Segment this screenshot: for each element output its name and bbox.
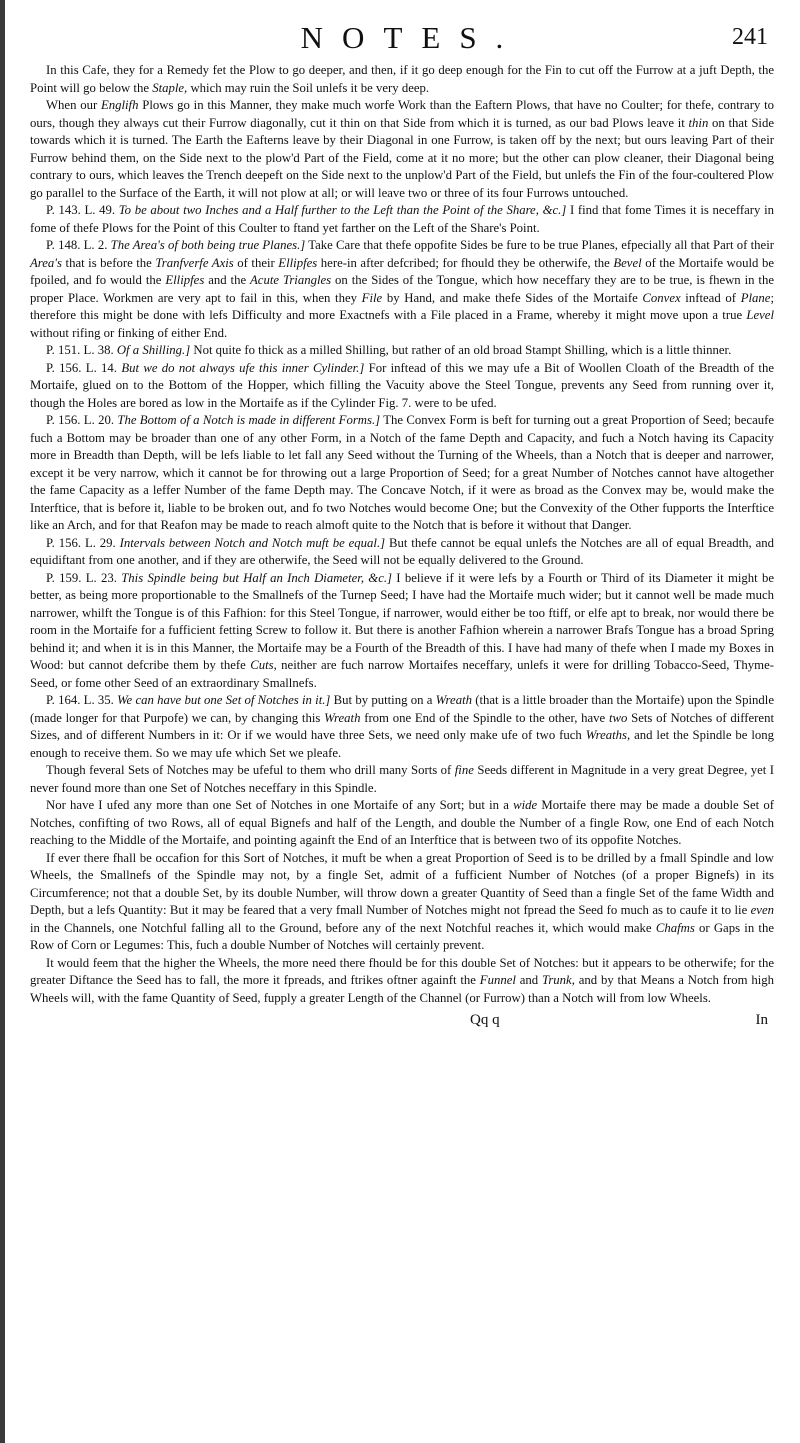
text-run: When our <box>46 98 101 112</box>
italic-text-run: Wreath <box>324 710 361 725</box>
text-run: here-in after defcribed; for fhould they be otherwife, the <box>317 255 614 270</box>
text-run: and <box>515 973 542 987</box>
italic-text-run: Chafms <box>655 920 695 935</box>
italic-text-run: Englifh <box>100 98 139 112</box>
running-header <box>30 14 774 62</box>
note-paragraph <box>30 412 774 535</box>
italic-text-run: This Spindle being but Half an Inch Diameter, &c.] <box>121 570 393 585</box>
text-run: I believe if it were lefs by a Fourth or Third of its Diameter it might be better, as being more proportionable to the Smallnefs of the Turnep Seed; I have had the Mortaife much wider; but it cannot well be made much narrower, whilft the Tongue is of this Fafhion: for this Steel Tongue, if narrower, would either be too ftiff, or elfe apt to break, nor would there be room in the Mortaife for a fufficient fetting Screw to follow it. But there is another Fafhion wherein a narrower Brafs Tongue has a broad Spring behind it; and when it is in this Manner, the Mortaife may be a Fourth of the Breadth of this. I have had many of thefe when I made my Boxes in Wood: but cannot defcribe them by thefe <box>30 570 775 672</box>
italic-text-run: Intervals between Notch and Notch muft be equal.] <box>119 535 386 550</box>
text-run: and let the Spindle be long enough to receive them. So we may ufe which Set we pleafe. <box>30 728 774 760</box>
text-run: Plows go in this Manner, they make much worfe Work than the Eaftern Plows, that have no Coulter; for thefe, contrary to ours, though they always cut their Furrow diagonally, cut it thin on that Side from which it is turned, as our bad Plows leave it <box>30 98 774 130</box>
italic-text-run: Cuts, <box>250 658 277 672</box>
page-number: 241 <box>732 24 768 50</box>
notes-body <box>30 62 774 1007</box>
italic-text-run: The Bottom of a Notch is made in different Forms.] <box>117 413 381 427</box>
text-run: by Hand, and make thefe Sides of the Mortaife <box>382 290 643 305</box>
italic-text-run: Plane <box>740 290 771 305</box>
italic-text-run: Convex <box>642 290 681 305</box>
text-run: Nor have I ufed any more than one Set of Notches in one Mortaife of any Sort; but in a <box>46 798 514 812</box>
text-run: P. 159. L. 23. <box>46 570 122 585</box>
italic-text-run: Level <box>746 308 774 322</box>
italic-text-run: Ellipfes <box>278 255 318 270</box>
italic-text-run: even <box>750 903 774 917</box>
italic-text-run: Funnel <box>479 973 516 987</box>
text-run: P. 156. L. 14. <box>46 360 122 375</box>
italic-text-run: Wreath <box>435 693 472 707</box>
italic-text-run: wide <box>513 798 538 812</box>
catchword: In <box>755 1012 768 1028</box>
text-run: Not quite fo thick as a milled Shilling, but rather of an old broad Stampt Shilling, which is a little thinner. <box>190 343 732 357</box>
text-run: If ever there fhall be occafion for this Sort of Notches, it muft be when a great Proportion of Seed is to be drilled by a fmall Spindle and low Wheels, the Smallnefs of the Spindle may not, by a fingle Set, admit of a fufficient Number of Notches (of a proper Bignefs) in its Circumference; not that a double Set, by its double Number, will throw down a greater Quantity of Seed than a fingle Set of the fame Width and Depth, but a lefs Quantity: But it may be feared that a very fmall Number of Notches might not fpread the Seed fo much as to caufe it to lie <box>30 850 774 917</box>
text-run: Though feveral Sets of Notches may be ufeful to them who drill many Sorts of <box>46 763 455 777</box>
text-run: In this Cafe, they for a Remedy fet the Plow to go deeper, and then, if it go deep enough for the Fin to cut off the Furrow at a juft Depth, the Point will go below the <box>30 63 774 95</box>
text-run: P. 151. L. 38. <box>46 343 117 357</box>
text-run: P. 148. L. 2. <box>46 238 111 252</box>
italic-text-run: Staple, <box>152 80 188 95</box>
text-run: Seeds different in Magnitude in a very great Degree, yet I never found more than one Set of Notches neceffary in this Spindle. <box>30 763 774 795</box>
text-run: But by putting on a <box>330 693 436 707</box>
italic-text-run: thin <box>688 115 709 130</box>
italic-text-run: Tranfverfe Axis <box>155 255 234 270</box>
italic-text-run: But we do not always ufe this inner Cylinder.] <box>121 360 365 375</box>
note-paragraph <box>30 342 774 360</box>
text-run: on that Side towards which it is turned. The Earth the Eafterns leave by their Diagonal in one Furrow, is taken off by the next; but ours leaving Part of their Furrow behind them, on the Side next to the plow'd Part of the Field, come at it no more; but the other can plow cleaner, their Diagonal being contrary to ours, which leaves the Trench deepeft on the Side next to the unplow'd Part of the Field, but unlefs the Fin of the four-coultered Plow go parallel to the Surface of the Earth, it will not plow at all; or will leave two or three of its four Furrows untouched. <box>30 115 774 200</box>
text-run: Mortaife there may be made a double Set of Notches, confifting of two Rows, all of equal Bignefs and half of the Length, and double the Number of a fingle Row, one End of each Notch reaching to the Middle of the Mortaife, and pointing againft the End of an Interftice that is between two of its oppofite Notches. <box>30 798 774 847</box>
italic-text-run: Bevel <box>613 255 642 270</box>
text-run: The Convex Form is beft for turning out a great Proportion of Seed; becaufe fuch a Bottom may be broader than one of any other Form, in a Notch of the fame Depth and Capacity, and fuch a Notch having its Capacity more in Breadth than Depth, will be lefs liable to let fall any Seed without the Turning of the Wheels, than a Notch that is deeper and narrower, except it be very narrow, which it cannot be for throwing out a large Proportion of Seed; for a great Number of Notches cannot have altogether the fame Capacity as a leffer Number of the fame Depth may. The Concave Notch, if it were as broad as the Convex may be, would make the Interftice, that is before it, liable to be broken out, and fo two Notches would become One; but the Convexity of the Other fupports the Interftice like an Arch, and for that Reafon may be made to reach almoft quite to the Notch that is before it without that Danger. <box>30 413 775 532</box>
note-paragraph <box>30 850 774 955</box>
italic-text-run: The Area's of both being true Planes.] <box>110 238 306 252</box>
running-title: NOTES. <box>300 20 523 55</box>
text-run: on the Sides of the Tongue, which how neceffary they are to be true, is fhewn in the proper Place. Workmen are very apt to fail in this, when they <box>30 273 774 305</box>
italic-text-run: Trunk, <box>541 973 575 987</box>
text-run: P. 143. L. 49. <box>46 203 119 217</box>
signature-mark: Qq q <box>470 1012 500 1028</box>
text-run: P. 164. L. 35. <box>46 693 118 707</box>
text-run: in the Channels, one Notchful falling all to the Ground, before any of the next Notchful reaches it, which would make <box>30 920 656 935</box>
italic-text-run: Ellipfes <box>165 273 205 287</box>
text-run: of their <box>233 255 279 270</box>
text-run: Sets of Notches of different Sizes, and of different Numbers in it: Or if we would have three Sets, we need only make ufe of two fuch <box>30 710 775 742</box>
italic-text-run: Of a Shilling.] <box>116 343 191 357</box>
text-run: But thefe cannot be equal unlefs the Notches are all of equal Breadth, and equidiftant from one another, and if they are otherwife, the Seed will not be equally delivered to the Ground. <box>30 535 775 567</box>
note-paragraph <box>30 97 774 202</box>
note-paragraph <box>30 762 774 797</box>
italic-text-run: fine <box>454 763 474 777</box>
note-paragraph <box>30 237 774 342</box>
note-paragraph <box>30 202 774 237</box>
text-run: inftead of <box>680 290 741 305</box>
text-run: which may ruin the Soil unlefs it be very deep. <box>187 80 430 95</box>
text-run: P. 156. L. 20. <box>46 413 118 427</box>
text-run: Take Care that thefe oppofite Sides be fure to be true Planes, efpecially all that Part of their <box>305 238 774 252</box>
page-footer <box>30 1010 774 1036</box>
text-run: and by that Means a Notch from high Wheels will, with the fame Quantity of Seed, fupply a greater Length of the Channel (or Furrow) than a Notch will from low Wheels. <box>30 973 774 1005</box>
italic-text-run: Acute Triangles <box>250 273 332 287</box>
note-paragraph <box>30 535 774 570</box>
note-paragraph <box>30 797 774 850</box>
text-run: without rifing or finking of either End. <box>30 325 228 340</box>
italic-text-run: two <box>608 710 628 725</box>
text-run: that is before the <box>62 255 156 270</box>
text-run: ; therefore this might be done with lefs Difficulty and more Exactnefs with a File placed in a Frame, whereby it might move upon a true <box>30 290 774 322</box>
note-paragraph <box>30 570 774 693</box>
text-run: (that is a little broader than the Mortaife) upon the Spindle (made longer for that Purpofe) we can, by changing this <box>30 693 775 725</box>
italic-text-run: To be about two Inches and a Half further to the Left than the Point of the Share, &c.] <box>118 203 567 217</box>
text-run: neither are fuch narrow Mortaifes neceffary, unlefs it were for drilling Tobacco-Seed, Thyme-Seed, or fome other Seed of an extraordinary Smallnefs. <box>30 658 774 690</box>
note-paragraph <box>30 360 774 413</box>
text-run: and the <box>204 273 251 287</box>
note-paragraph <box>30 692 774 762</box>
text-run: from one End of the Spindle to the other, have <box>360 710 609 725</box>
italic-text-run: File <box>361 290 383 305</box>
italic-text-run: We can have but one Set of Notches in it.] <box>117 693 331 707</box>
text-run: of the Mortaife would be fpoiled, and fo would the <box>30 255 774 287</box>
note-paragraph <box>30 955 774 1008</box>
text-run: I find that fome Times it is neceffary in fome of thefe Plows for the Point of this Coulter to ftand yet farther on the Left of the Share's Point. <box>30 203 775 235</box>
italic-text-run: Area's <box>30 255 62 270</box>
text-run: For inftead of this we may ufe a Bit of Woollen Cloath of the Breadth of the Mortaife, glued on to the Bottom of the Hopper, which filling the Vacuity above the Steel Tongue, prevents any Seed from running over it, though the Holes are bored as low in the Mortaife as if the Cylinder Fig. 7. were to be ufed. <box>30 360 774 410</box>
text-run: P. 156. L. 29. <box>46 535 120 550</box>
italic-text-run: Wreaths, <box>585 728 631 742</box>
note-paragraph <box>30 62 774 97</box>
text-run: It would feem that the higher the Wheels, the more need there fhould be for this double Set of Notches: but it appears to be otherwife; for the greater Diftance the Seed has to fall, the more it fpreads, and ftrikes oftner againft the <box>30 955 774 987</box>
text-run: or Gaps in the Row of Corn or Legumes: This, fuch a double Number of Notches will certainly prevent. <box>30 920 774 952</box>
